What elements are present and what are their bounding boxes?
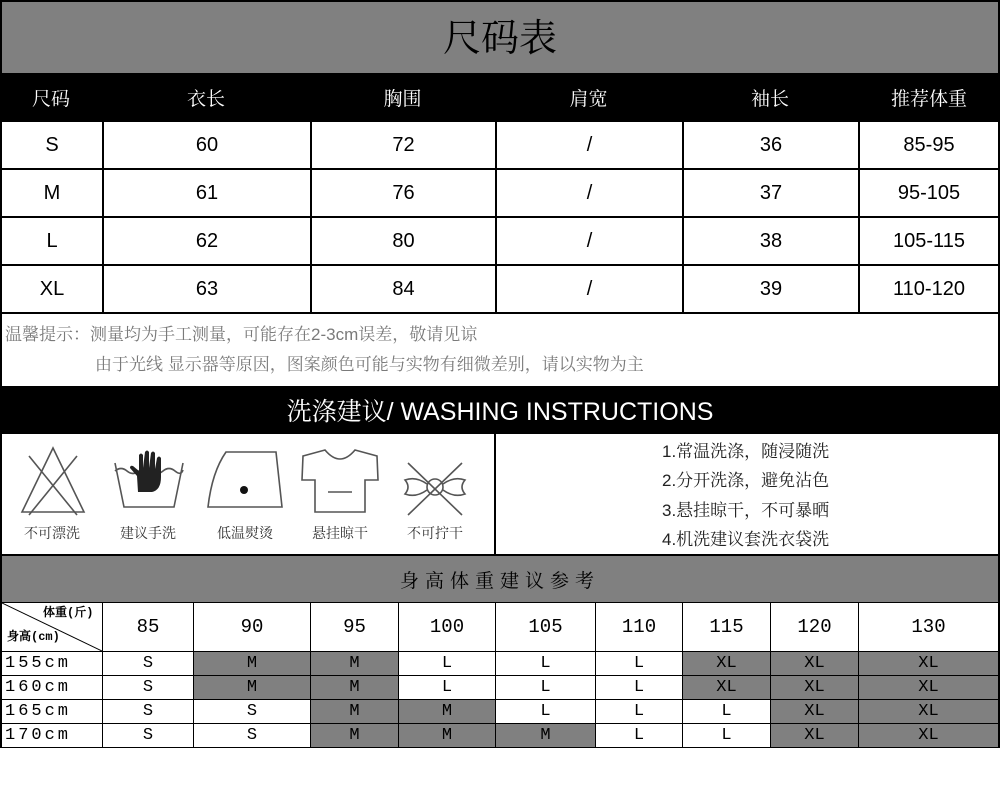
shoulder-cell: / bbox=[495, 266, 682, 314]
height-label: 165cm bbox=[0, 700, 102, 724]
wash-symbol-label: 悬挂晾干 bbox=[312, 525, 368, 541]
hw-size-cell: L bbox=[595, 700, 682, 724]
hw-size-cell: S bbox=[193, 724, 310, 748]
hw-size-cell: L bbox=[495, 652, 595, 676]
wash-symbol-label: 低温熨烫 bbox=[217, 525, 273, 541]
size-row bbox=[0, 170, 1000, 218]
header-shoulder: 肩宽 bbox=[569, 89, 608, 110]
weight-header: 95 bbox=[310, 603, 398, 652]
hw-size-cell: L bbox=[682, 700, 770, 724]
hw-size-cell: M bbox=[310, 700, 398, 724]
instruction-line: 1.常温洗涤，随浸随洗 bbox=[662, 442, 830, 461]
hw-size-cell: M bbox=[193, 652, 310, 676]
wash-symbol-label: 不可拧干 bbox=[407, 525, 463, 541]
sleeve-cell: 37 bbox=[682, 170, 858, 218]
height-row bbox=[0, 652, 1000, 676]
washing-instructions bbox=[662, 437, 829, 554]
hand-wash-icon bbox=[103, 444, 193, 516]
title-bar bbox=[0, 0, 1000, 73]
wash-symbol bbox=[7, 434, 97, 554]
hw-size-cell: XL bbox=[770, 676, 858, 700]
header-sleeve: 袖长 bbox=[750, 89, 789, 110]
weight-header: 90 bbox=[193, 603, 310, 652]
size-cell: M bbox=[0, 170, 102, 218]
hw-size-cell: M bbox=[398, 700, 495, 724]
hw-size-cell: L bbox=[398, 652, 495, 676]
height-label: 155cm bbox=[0, 652, 102, 676]
hw-size-cell: L bbox=[398, 676, 495, 700]
sleeve-cell: 39 bbox=[682, 266, 858, 314]
wash-symbol bbox=[103, 434, 193, 554]
washing-icons-panel bbox=[2, 434, 496, 554]
size-cell: S bbox=[0, 122, 102, 170]
hw-size-cell: M bbox=[310, 652, 398, 676]
hw-size-cell: M bbox=[495, 724, 595, 748]
height-weight-title: 身高体重建议参考 bbox=[399, 570, 600, 592]
bust-cell: 84 bbox=[310, 266, 495, 314]
weight-unit-label: 体重(斤) bbox=[43, 606, 94, 620]
weight-header: 120 bbox=[770, 603, 858, 652]
washing-header bbox=[0, 386, 1000, 434]
instruction-line: 4.机洗建议套洗衣袋洗 bbox=[662, 529, 830, 549]
height-label: 170cm bbox=[0, 724, 102, 748]
bust-cell: 80 bbox=[310, 218, 495, 266]
hw-size-cell: L bbox=[495, 700, 595, 724]
hw-size-cell: XL bbox=[858, 700, 1000, 724]
size-table-header bbox=[0, 73, 1000, 122]
hw-size-cell: M bbox=[193, 676, 310, 700]
note-line: 由于光线 显示器等原因，图案颜色可能与实物有细微差别，请以实物为主 bbox=[95, 355, 644, 374]
instruction-line: 3.悬挂晾干，不可暴晒 bbox=[662, 500, 830, 520]
notes-section bbox=[0, 314, 1000, 386]
size-row bbox=[0, 122, 1000, 170]
hw-size-cell: XL bbox=[770, 652, 858, 676]
hw-size-cell: L bbox=[495, 676, 595, 700]
shoulder-cell: / bbox=[495, 122, 682, 170]
note-line: 温馨提示：测量均为手工测量，可能存在2-3cm误差，敬请见谅 bbox=[5, 325, 478, 344]
height-unit-label: 身高(cm) bbox=[7, 630, 60, 644]
size-row bbox=[0, 218, 1000, 266]
low-temp-iron-icon bbox=[200, 444, 290, 516]
sleeve-cell: 36 bbox=[682, 122, 858, 170]
wash-symbol bbox=[390, 434, 480, 554]
sleeve-cell: 38 bbox=[682, 218, 858, 266]
no-wring-icon bbox=[390, 444, 480, 516]
header-length: 衣长 bbox=[186, 89, 225, 110]
wash-symbol bbox=[200, 434, 290, 554]
bust-cell: 76 bbox=[310, 170, 495, 218]
height-weight-header bbox=[0, 603, 1000, 652]
shoulder-cell: / bbox=[495, 170, 682, 218]
weight-header: 100 bbox=[398, 603, 495, 652]
height-row bbox=[0, 724, 1000, 748]
wash-symbol bbox=[295, 434, 385, 554]
length-cell: 62 bbox=[102, 218, 310, 266]
hw-size-cell: XL bbox=[858, 724, 1000, 748]
washing-section bbox=[0, 434, 1000, 556]
hw-size-cell: XL bbox=[770, 724, 858, 748]
hw-size-cell: L bbox=[595, 652, 682, 676]
hang-dry-icon bbox=[295, 444, 385, 516]
hw-size-cell: XL bbox=[770, 700, 858, 724]
weight-header: 115 bbox=[682, 603, 770, 652]
hw-size-cell: XL bbox=[858, 676, 1000, 700]
hw-size-cell: M bbox=[398, 724, 495, 748]
hw-size-cell: M bbox=[310, 724, 398, 748]
size-cell: L bbox=[0, 218, 102, 266]
height-label: 160cm bbox=[0, 676, 102, 700]
hw-size-cell: XL bbox=[682, 676, 770, 700]
no-bleach-icon bbox=[7, 444, 97, 516]
size-row bbox=[0, 266, 1000, 314]
height-weight-title-bar bbox=[0, 556, 1000, 603]
weight-header: 105 bbox=[495, 603, 595, 652]
weight-header: 110 bbox=[595, 603, 682, 652]
hw-size-cell: L bbox=[595, 724, 682, 748]
hw-size-cell: S bbox=[102, 676, 193, 700]
header-size: 尺码 bbox=[31, 89, 70, 110]
length-cell: 63 bbox=[102, 266, 310, 314]
hw-size-cell: XL bbox=[682, 652, 770, 676]
page-title: 尺码表 bbox=[442, 17, 557, 60]
length-cell: 61 bbox=[102, 170, 310, 218]
size-cell: XL bbox=[0, 266, 102, 314]
shoulder-cell: / bbox=[495, 218, 682, 266]
length-cell: 60 bbox=[102, 122, 310, 170]
corner-cell bbox=[0, 603, 102, 652]
weight-range-cell: 85-95 bbox=[858, 122, 1000, 170]
hw-size-cell: S bbox=[102, 700, 193, 724]
height-row bbox=[0, 700, 1000, 724]
hw-size-cell: S bbox=[193, 700, 310, 724]
hw-size-cell: S bbox=[102, 724, 193, 748]
bust-cell: 72 bbox=[310, 122, 495, 170]
header-bust: 胸围 bbox=[383, 89, 422, 110]
washing-title: 洗涤建议/ WASHING INSTRUCTIONS bbox=[286, 398, 714, 426]
wash-symbol-label: 不可漂洗 bbox=[24, 525, 80, 541]
hw-size-cell: M bbox=[310, 676, 398, 700]
weight-range-cell: 95-105 bbox=[858, 170, 1000, 218]
weight-header: 130 bbox=[858, 603, 1000, 652]
instruction-line: 2.分开洗涤，避免沾色 bbox=[662, 471, 830, 491]
wash-symbol-label: 建议手洗 bbox=[120, 525, 176, 541]
hw-size-cell: S bbox=[102, 652, 193, 676]
hw-size-cell: XL bbox=[858, 652, 1000, 676]
weight-header: 85 bbox=[102, 603, 193, 652]
header-recommended-weight: 推荐体重 bbox=[890, 89, 967, 110]
hw-size-cell: L bbox=[595, 676, 682, 700]
height-row bbox=[0, 676, 1000, 700]
weight-range-cell: 110-120 bbox=[858, 266, 1000, 314]
hw-size-cell: L bbox=[682, 724, 770, 748]
weight-range-cell: 105-115 bbox=[858, 218, 1000, 266]
